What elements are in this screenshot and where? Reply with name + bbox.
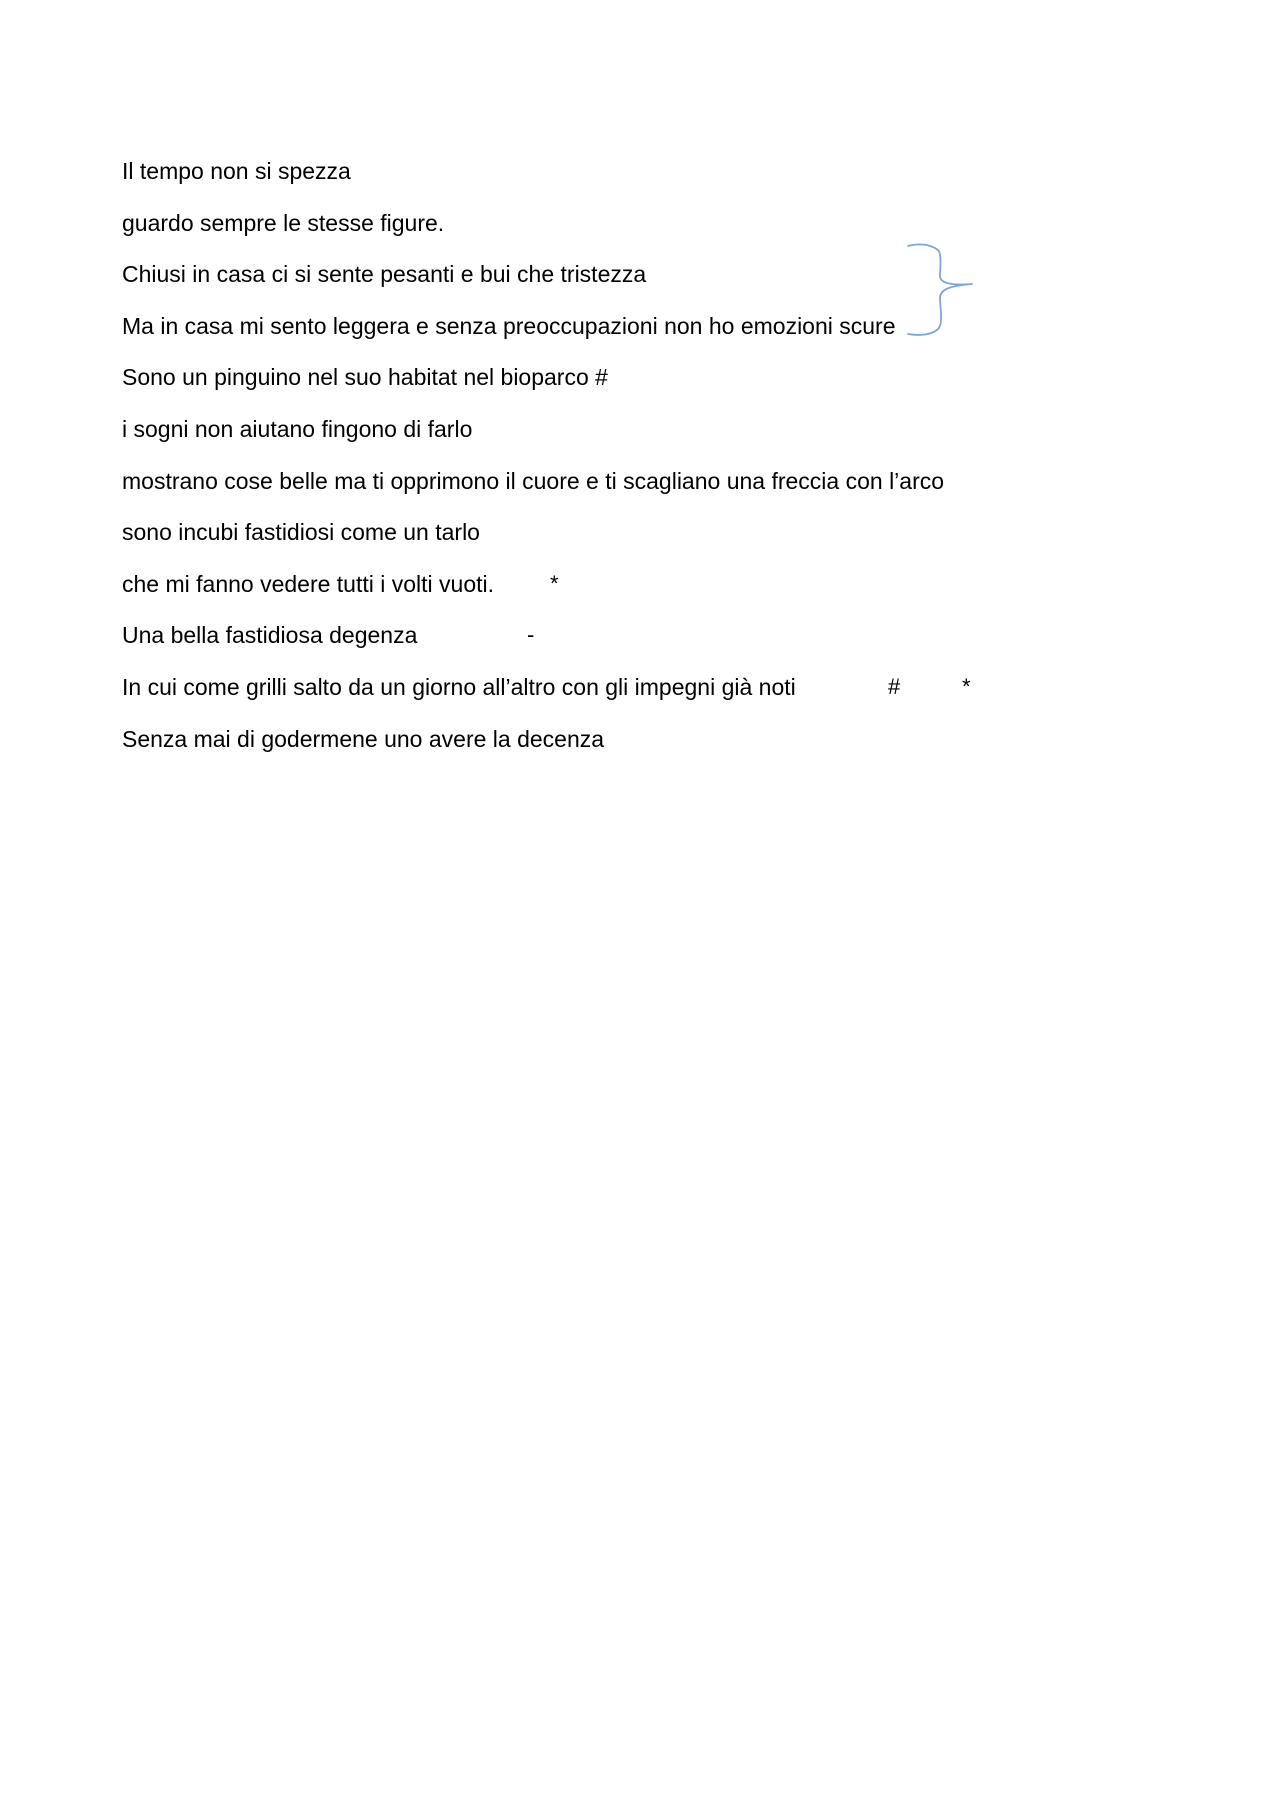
poem-line-7: mostrano cose belle ma ti opprimono il cuore e ti scagliano una freccia con l’arco [122, 467, 945, 494]
poem-line-2: guardo sempre le stesse figure. [122, 209, 445, 236]
asterisk-mark: * [550, 570, 559, 596]
poem-line-5: Sono un pinguino nel suo habitat nel bioparco # [122, 364, 608, 391]
poem-line-8: sono incubi fastidiosi come un tarlo [122, 519, 480, 546]
hash-mark: # [888, 673, 901, 699]
poem-line-6: i sogni non aiutano fingono di farlo [122, 415, 473, 442]
poem-body [122, 152, 971, 771]
asterisk-mark: * [962, 673, 971, 699]
poem-line-10: Una bella fastidiosa degenza - [122, 616, 944, 668]
poem-line-1: Il tempo non si spezza [122, 158, 351, 184]
poem-line-9: che mi fanno vedere tutti i volti vuoti. * [122, 565, 944, 617]
poem-line-4: Ma in casa mi sento leggera e senza preoccupazioni non ho emozioni scure [122, 312, 896, 339]
poem-line-12: Senza mai di godermene uno avere la decenza [122, 725, 605, 752]
poem-line-3: Chiusi in casa ci si sente pesanti e bui che tristezza [122, 261, 647, 288]
dash-mark: - [527, 622, 535, 648]
handwritten-brace-icon [900, 240, 990, 340]
poem-line-11: In cui come grilli salto da un giorno all’altro con gli impegni già noti # * [122, 668, 944, 720]
